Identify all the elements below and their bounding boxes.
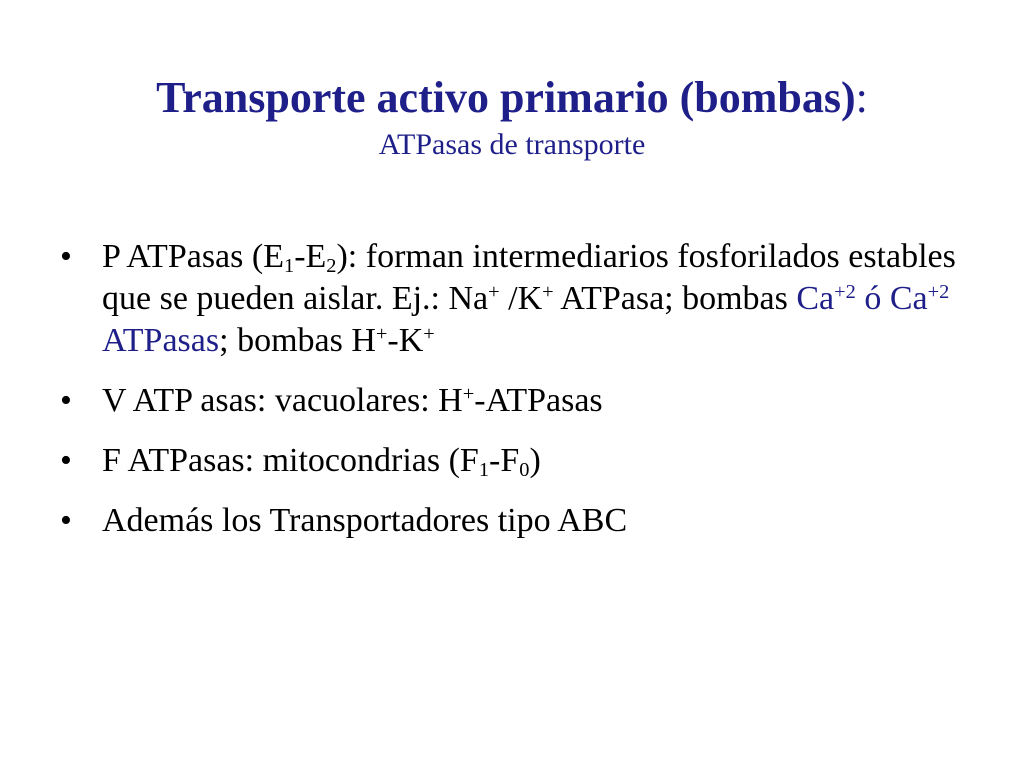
highlight-text: Ca (889, 280, 928, 317)
subscript: 1 (478, 459, 490, 482)
bullet-dot: • (60, 442, 72, 479)
bullet-text: bombas H (228, 322, 376, 359)
bullet-text: -E (294, 238, 327, 275)
bullet-item-v-atpasas (60, 380, 990, 422)
superscript: +2 (834, 280, 856, 303)
bullet-text: V ATP asas: vacuolares: H (102, 382, 463, 419)
bullet-text: -K (387, 322, 424, 359)
bullet-text: ): forman intermediarios fosforilados estables que se pueden aislar. Ej.: Na (102, 238, 956, 317)
highlight-text: Ca (796, 280, 835, 317)
bullet-text: -ATPasas (474, 382, 603, 419)
title-block (0, 70, 1024, 164)
superscript: +2 (927, 280, 950, 303)
bullet-text: Además los Transportadores tipo ABC (102, 502, 628, 539)
highlight-text: ATPasas (102, 322, 220, 359)
bullet-text: ATPasa; bombas (553, 280, 797, 317)
bullet-list (60, 236, 990, 560)
superscript: + (488, 280, 500, 303)
bullet-item-abc (60, 500, 990, 542)
bullet-dot: • (60, 382, 72, 419)
slide-title-text: Transporte activo primario (bombas) (156, 73, 856, 122)
slide-subtitle: ATPasas de transporte (378, 128, 646, 161)
bullet-dot: • (60, 238, 72, 275)
subscript: 1 (283, 255, 295, 278)
slide-title (0, 70, 1024, 126)
superscript: + (423, 322, 435, 345)
bullet-text: ; (219, 322, 229, 359)
slide-title-colon: : (855, 73, 868, 122)
bullet-text: -F (489, 442, 520, 479)
subscript: 0 (519, 459, 530, 482)
bullet-item-f-atpasas (60, 440, 990, 482)
bullet-text: F ATPasas: mitocondrias (F (102, 442, 479, 479)
bullet-text: ) (529, 442, 541, 479)
bullet-text: P ATPasas (E (102, 238, 284, 275)
bullet-dot: • (60, 502, 72, 539)
highlight-text: ó (855, 280, 890, 317)
superscript: + (375, 322, 388, 345)
bullet-item-p-atpasas (60, 236, 990, 362)
bullet-text: /K (499, 280, 543, 317)
subscript: 2 (326, 255, 337, 278)
superscript: + (462, 382, 475, 405)
superscript: + (542, 280, 554, 303)
